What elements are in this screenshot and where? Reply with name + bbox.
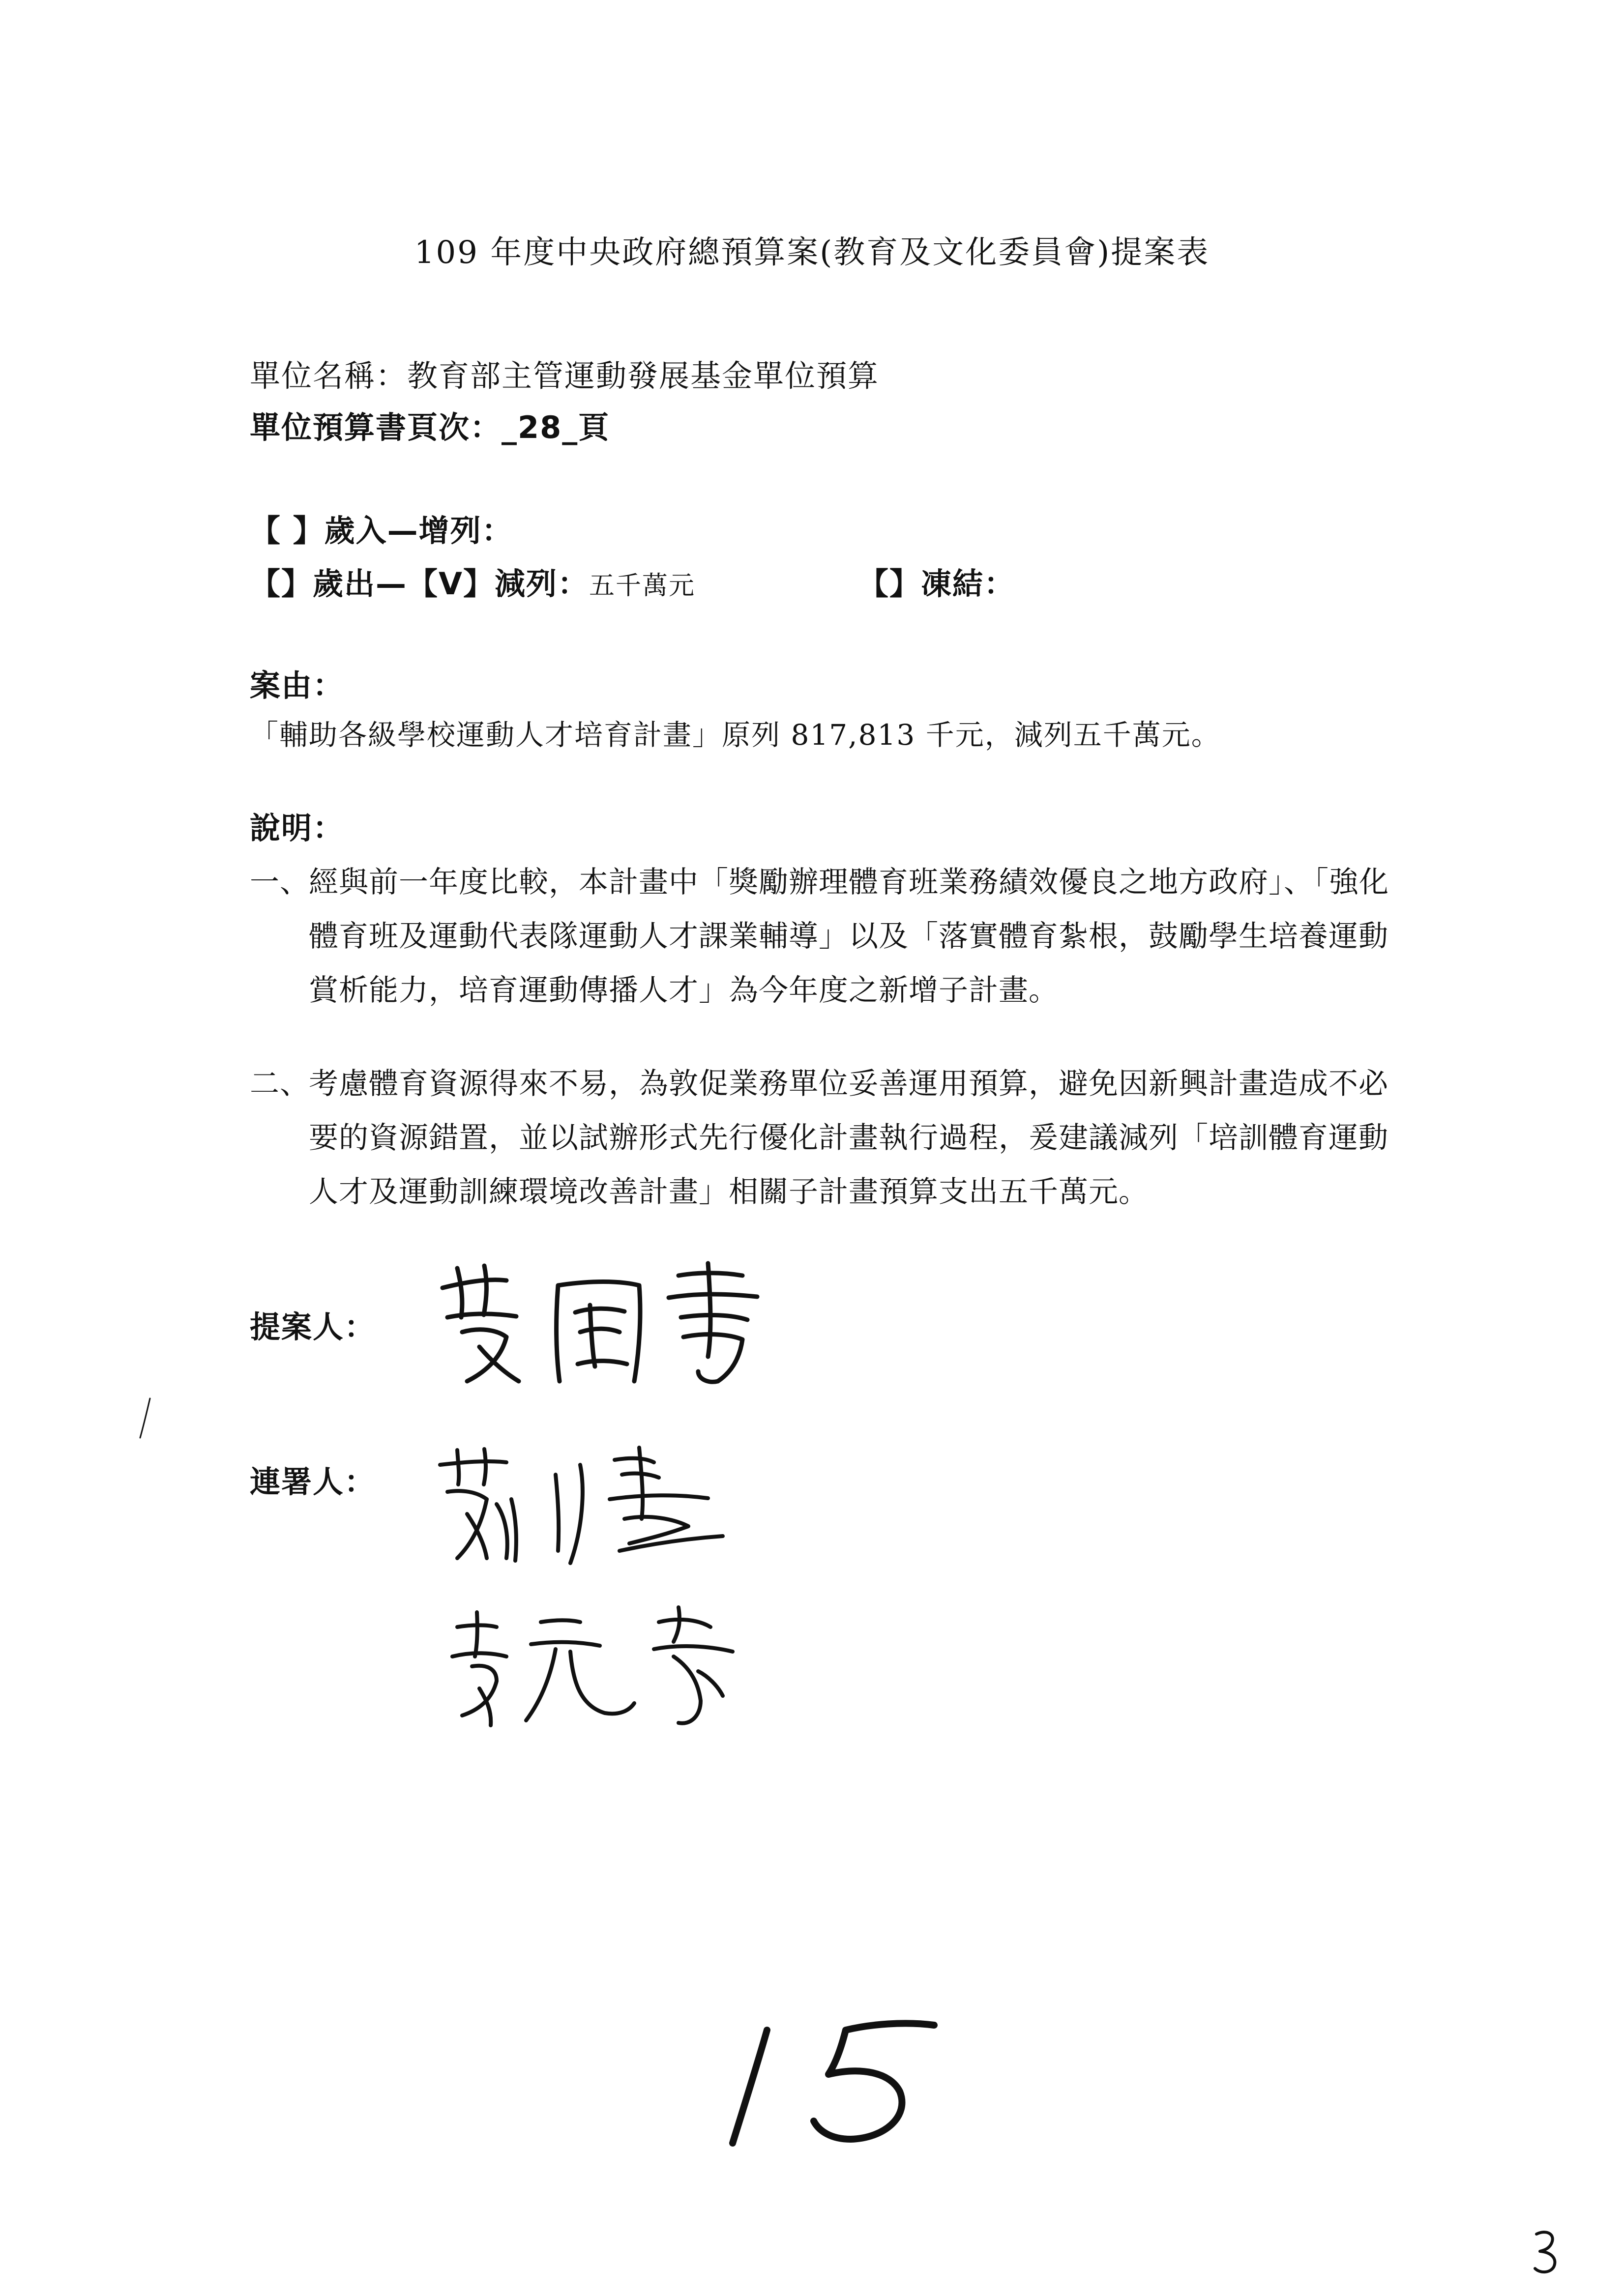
expense-line <box>250 559 695 603</box>
budget-page-number: 單位預算書頁次：_28_頁 <box>250 409 610 445</box>
proposer-label: 提案人： <box>250 1309 376 1345</box>
document-title: 109 年度中央政府總預算案(教育及文化委員會)提案表 <box>414 234 1210 271</box>
cosigner-label: 連署人： <box>250 1464 376 1500</box>
unit-name: 單位名稱：教育部主管運動發展基金單位預算 <box>250 358 880 394</box>
cosigner-signature <box>433 1445 777 1573</box>
item-marker: 一、 <box>250 865 310 900</box>
revenue-line: 【 】歲入—增列： <box>250 513 513 549</box>
reason-text: 「輔助各級學校運動人才培育計畫」原列 817,813 千元，減列五千萬元。 <box>250 718 1221 752</box>
item-text: 經與前一年度比較，本計畫中「獎勵辦理體育班業務績效優良之地方政府」、「強化體育班及運動代表隊運動人才課業輔導」以及「落實體育紮根，鼓勵學生培養運動賞析能力，培育運動傳播人才」為今年度之新增子計畫。 <box>309 865 1389 1008</box>
proposer-signature <box>433 1258 777 1396</box>
reason-heading: 案由： <box>250 668 345 703</box>
expense-amount: 五千萬元 <box>589 571 695 601</box>
item-text: 考慮體育資源得來不易，為敦促業務單位妥善運用預算，避免因新興計畫造成不必要的資源錯置，並以試辦形式先行優化計畫執行過程，爰建議減列「培訓體育運動人才及運動訓練環境改善計畫」相關子計畫預算支出五千萬元。 <box>309 1067 1388 1209</box>
handwritten-page-number <box>723 2010 949 2158</box>
cosigner-signature <box>443 1602 747 1735</box>
explanation-heading: 說明： <box>250 810 345 846</box>
scan-mark <box>138 1396 152 1440</box>
freeze-label: 【】凍結： <box>858 566 1016 602</box>
item-marker: 二、 <box>250 1067 310 1101</box>
expense-prefix: 【】歲出—【V】減列： <box>250 566 589 602</box>
corner-mark <box>1529 2227 1564 2276</box>
